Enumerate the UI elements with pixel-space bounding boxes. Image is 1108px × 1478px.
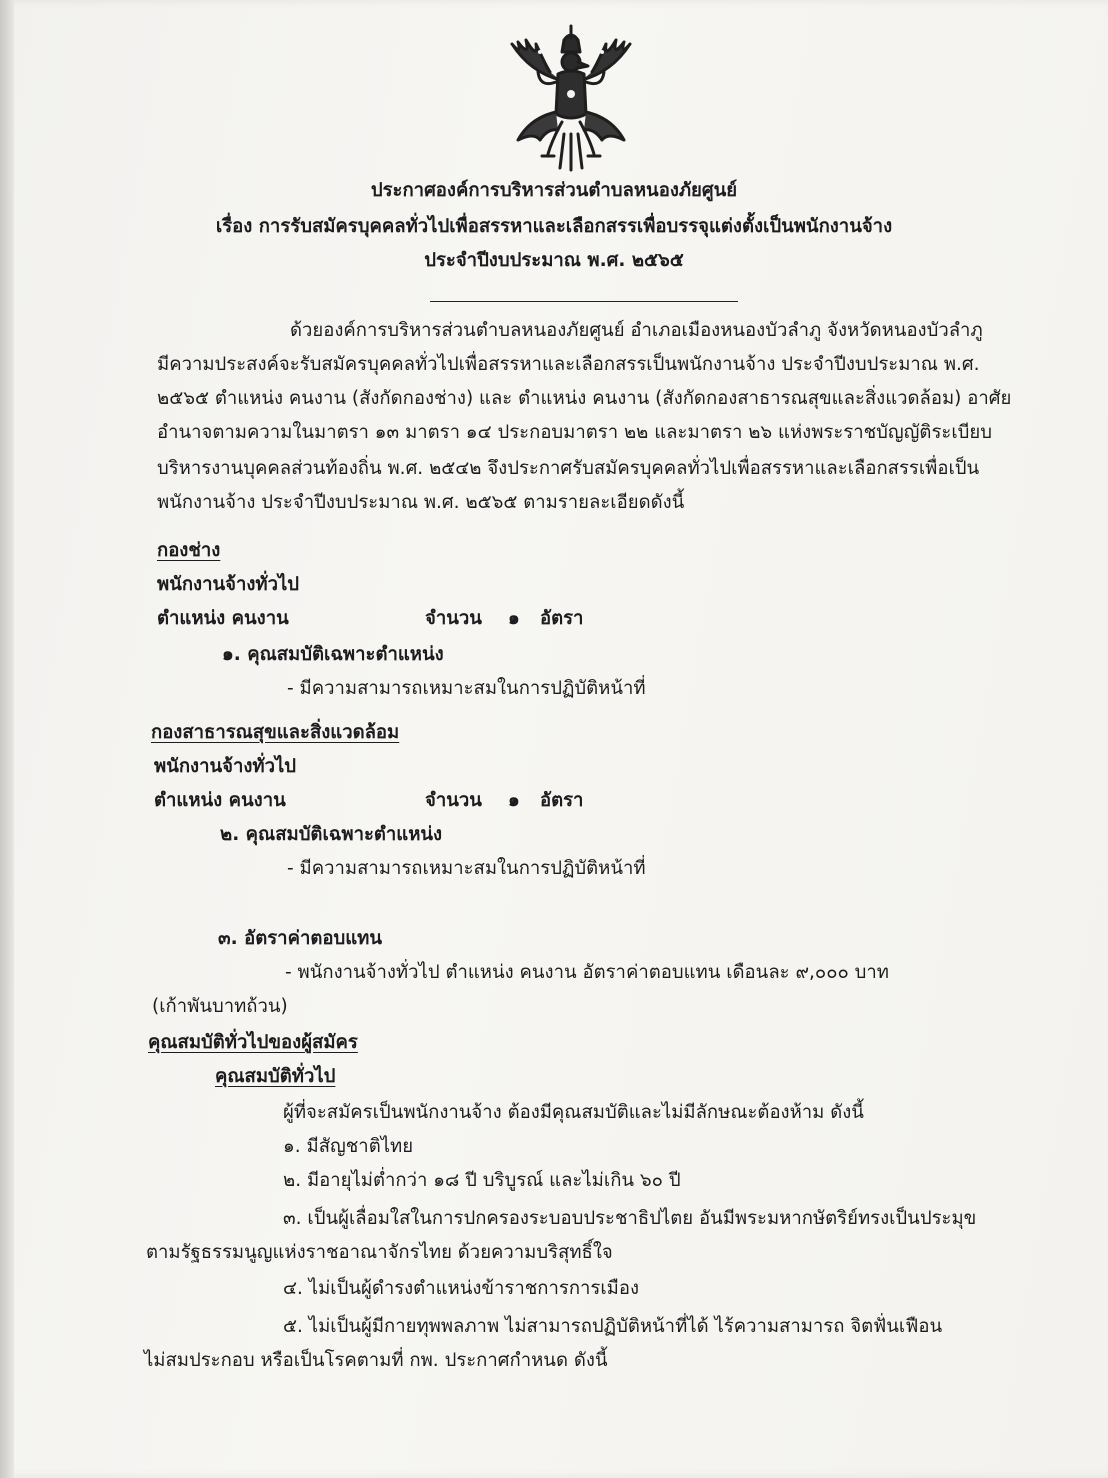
intro-line-1: ด้วยองค์การบริหารส่วนตำบลหนองภัยศูนย์ อำเภอเมืองหนองบัวลำภู จังหวัดหนองบัวลำภู [290,320,983,341]
employee-type: พนักงานจ้างทั่วไป [157,574,300,595]
announcement-subject: เรื่อง การรับสมัครบุคคลทั่วไปเพื่อสรรหาและเลือกสรรเพื่อบรรจุแต่งตั้งเป็นพนักงานจ้าง [215,216,893,237]
section-heading-engineering: กองช่าง [157,540,221,561]
intro-line-6: พนักงานจ้าง ประจำปีงบประมาณ พ.ศ. ๒๕๖๕ ตามรายละเอียดดังนี้ [157,492,685,513]
qualification-item: - มีความสามารถเหมาะสมในการปฏิบัติหน้าที่ [287,858,646,879]
announcement-title: ประกาศองค์การบริหารส่วนตำบลหนองภัยศูนย์ [370,180,738,201]
title-divider [430,301,738,302]
general-item-5: ๕. ไม่เป็นผู้มีกายทุพพลภาพ ไม่สามารถปฏิบัติหน้าที่ได้ ไร้ความสามารถ จิตฟั่นเฟือน [283,1316,943,1337]
general-lead: ผู้ที่จะสมัครเป็นพนักงานจ้าง ต้องมีคุณสมบัติและไม่มีลักษณะต้องห้าม ดังนี้ [283,1102,864,1123]
compensation-heading: ๓. อัตราค่าตอบแทน [218,928,382,949]
position-label: ตำแหน่ง คนงาน [154,790,286,811]
count-label: จำนวน [425,608,482,629]
section-heading-public-health: กองสาธารณสุขและสิ่งแวดล้อม [151,722,400,743]
general-item-1: ๑. มีสัญชาติไทย [283,1136,414,1157]
general-item-2: ๒. มีอายุไม่ต่ำกว่า ๑๘ ปี บริบูรณ์ และไม่เกิน ๖๐ ปี [283,1170,681,1191]
garuda-emblem-icon [500,22,642,172]
announcement-fiscal-year: ประจำปีงบประมาณ พ.ศ. ๒๕๖๕ [424,250,684,271]
general-item-4: ๔. ไม่เป็นผู้ดำรงตำแหน่งข้าราชการการเมือง [283,1278,640,1299]
compensation-item: - พนักงานจ้างทั่วไป ตำแหน่ง คนงาน อัตราค่าตอบแทน เดือนละ ๙,๐๐๐ บาท [285,962,889,983]
qualification-heading: ๒. คุณสมบัติเฉพาะตำแหน่ง [220,824,443,845]
position-label: ตำแหน่ง คนงาน [157,608,289,629]
subheading-general-qualifications: คุณสมบัติทั่วไป [215,1066,336,1087]
qualification-heading: ๑. คุณสมบัติเฉพาะตำแหน่ง [222,644,444,665]
count-value: ๑ [508,608,520,629]
intro-line-3: ๒๕๖๕ ตำแหน่ง คนงาน (สังกัดกองช่าง) และ ตำแหน่ง คนงาน (สังกัดกองสาธารณสุขและสิ่งแวดล้อม) อาศัย [157,388,1012,409]
section-heading-general-qualifications: คุณสมบัติทั่วไปของผู้สมัคร [148,1032,358,1053]
intro-line-5: บริหารงานบุคคลส่วนท้องถิ่น พ.ศ. ๒๕๔๒ จึงประกาศรับสมัครบุคคลทั่วไปเพื่อสรรหาและเลือกสรรเพื่อเป็น [157,458,980,479]
count-unit: อัตรา [540,608,584,629]
compensation-item-continued: (เก้าพันบาทถ้วน) [152,996,288,1017]
general-item-5-continued: ไม่สมประกอบ หรือเป็นโรคตามที่ กพ. ประกาศกำหนด ดังนี้ [144,1350,608,1371]
intro-line-2: มีความประสงค์จะรับสมัครบุคคลทั่วไปเพื่อสรรหาและเลือกสรรเป็นพนักงานจ้าง ประจำปีงบประมาณ พ.ศ. [157,354,980,375]
general-item-3-continued: ตามรัฐธรรมนูญแห่งราชอาณาจักรไทย ด้วยความบริสุทธิ์ใจ [146,1242,613,1263]
count-unit: อัตรา [540,790,584,811]
qualification-item: - มีความสามารถเหมาะสมในการปฏิบัติหน้าที่ [287,678,646,699]
count-label: จำนวน [425,790,482,811]
general-item-3: ๓. เป็นผู้เลื่อมใสในการปกครองระบอบประชาธิปไตย อันมีพระมหากษัตริย์ทรงเป็นประมุข [283,1208,977,1229]
count-value: ๑ [508,790,520,811]
employee-type: พนักงานจ้างทั่วไป [154,756,297,777]
intro-line-4: อำนาจตามความในมาตรา ๑๓ มาตรา ๑๔ ประกอบมาตรา ๒๒ และมาตรา ๒๖ แห่งพระราชบัญญัติระเบียบ [157,422,992,443]
